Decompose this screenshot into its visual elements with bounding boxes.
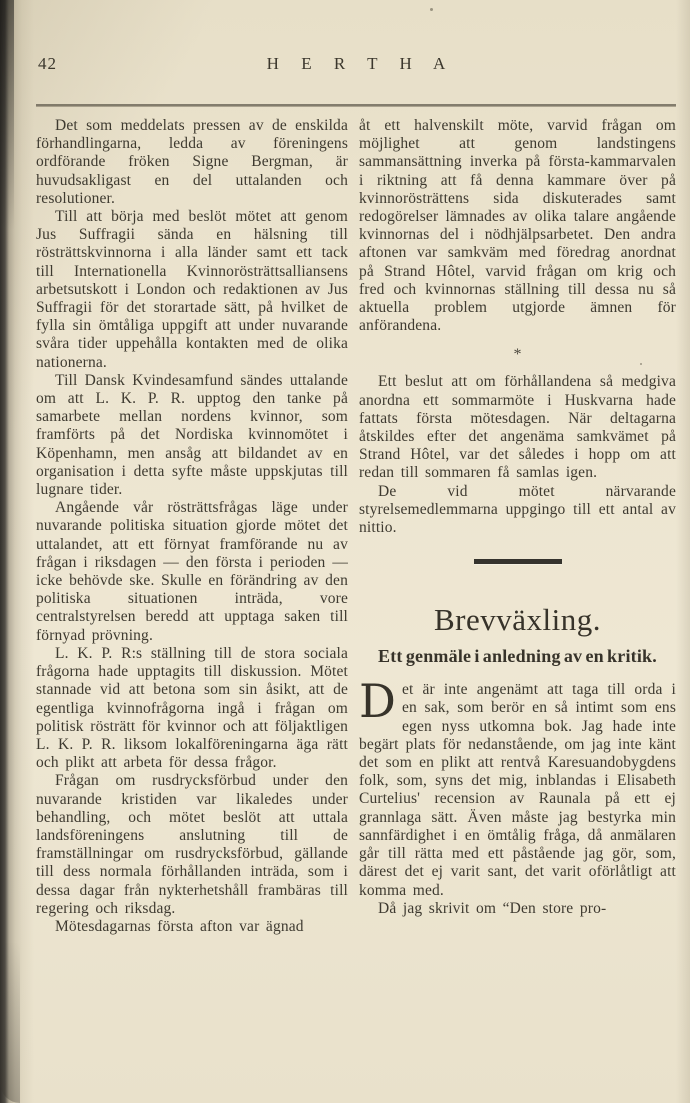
article-paragraph-text: et är inte angenämt att taga till orda i en sak, som berör en så intimt som ens egen nyss utkomna bok. Jag hade inte begärt plats för nedanstående, om jag inte känt det som en plikt att rentvå Karesuandobygdens folk, som, syns det mig, inblandas i Elisabeth Curtelius' recension av Raunala på ett ej grannlaga sätt. Även måste jag bestyrka min sannfärdighet i en ömtålig fråga, då anmälaren går till rätta med ett påstående jag gör, som, därest det ej varit sant, det varit oförlåtligt att komma med.	[359, 681, 676, 899]
article-title: Brevväxling.	[434, 602, 601, 638]
scan-shadow-right-edge	[676, 0, 690, 1103]
asterisk-separator: *	[513, 346, 522, 364]
scan-shadow-left-edge	[0, 0, 34, 1103]
journal-title: H E R T H A	[266, 54, 455, 73]
body-paragraph: Till att börja med beslöt mötet att genom Jus Suffragii sända en hälsning till rösträttskvinnorna i alla länder samt ett tack till Internationella Kvinnorösträttsalliansens arbetsutskott i London och redaktionen av Jus Suffragii för det storartade sätt, på hvilket de fylla sin ömtåliga uppgift att under nuvarande svåra tider uppehålla kontakten med de olika nationerna.	[36, 208, 348, 371]
article-body	[359, 674, 676, 918]
body-paragraph: De vid mötet närvarande styrelsemedlemmarna uppgingo till ett antal av nittio.	[359, 482, 676, 537]
body-paragraph: Mötesdagarnas första afton var ägnad	[55, 917, 304, 935]
right-column	[359, 117, 676, 936]
body-paragraph: Frågan om rusdrycksförbud under den nuvarande kristiden var likaledes under behandling, och mötet beslöt att uttala landsföreningens anslutning till de framställningar om rusdrycksförbud, gällande till dess normala förhållanden inträda, som i dessa dagar från nykterhetshåll frambäras till regering och riksdag.	[36, 772, 348, 917]
drop-cap-letter: D	[359, 674, 397, 729]
section-divider-bar	[474, 559, 562, 564]
paper-speck	[430, 8, 433, 11]
body-paragraph: Till Dansk Kvindesamfund sändes uttalande om att L. K. P. R. upptog den tanke på samarbete mellan nordens kvinnor, som framförts på det Nordiska kvinnomötet i Köpenhamn, men ansåg att bildandet av en organisation i detta syfte måste uppskjutas till lugnare tider.	[36, 371, 348, 499]
page-number: 42	[38, 54, 57, 73]
header-double-rule	[36, 104, 676, 107]
body-paragraph: åt ett halvenskilt möte, varvid frågan om möjlighet att genom landstingens sammansättning inverka på första-kammarvalen i riktning att få denna kammare över på kvinnorösträttens sida diskuterades samt redogörelser lämnades av olika talare angående kvinnornas del i nödhjälpsarbetet. Den andra aftonen var samkväm med föredrag anordnat på Strand Hôtel, varvid frågan om krig och fred och kvinnornas ställning till dessa nu så aktuella problem utgjorde ämnen för anförandena.	[359, 117, 676, 335]
left-column	[36, 117, 348, 936]
body-paragraph: Angående vår rösträttsfrågas läge under nuvarande politiska situation gjorde mötet det uttalandet, att ett förnyat framförande nu av frågan i riksdagen — den första i perioden — icke behövde ske. Skulle en förändring av den politiska situationen inträda, vore centralstyrelsen beredd att upptaga saken till förnyad prövning.	[36, 499, 348, 644]
body-paragraph: Ett beslut att om förhållandena så medgiva anordna ett sommarmöte i Huskvarna hade fattats första mötesdagen. När deltagarna åtskildes efter det angenäma samkvämet på Strand Hôtel, var det således i hopp om att redan till sommaren få samlas igen.	[359, 373, 676, 482]
body-paragraph: Det som meddelats pressen av de enskilda förhandlingarna, ledda av föreningens ordförande fröken Signe Bergman, är huvudsakligast en del uttalanden och resolutioner.	[36, 117, 348, 207]
text-columns	[36, 117, 676, 936]
article-paragraph: Då jag skrivit om “Den store pro-	[378, 899, 607, 917]
article-paragraph	[359, 674, 676, 899]
body-paragraph: L. K. P. R:s ställning till de stora sociala frågorna hade upptagits till diskussion. Mötet stannade vid att betona som sin åsikt, att de egentliga kvinnofrågorna ingå i frågan om politisk rösträtt för kvinnor och att följaktligen L. K. P. R. liksom lokalföreningarna äga rätt och plikt att arbeta för dessa frågor.	[36, 644, 348, 772]
page-header	[36, 52, 676, 78]
article-subtitle: Ett genmäle i anledning av en kritik.	[378, 646, 657, 667]
scanned-page	[36, 52, 676, 936]
